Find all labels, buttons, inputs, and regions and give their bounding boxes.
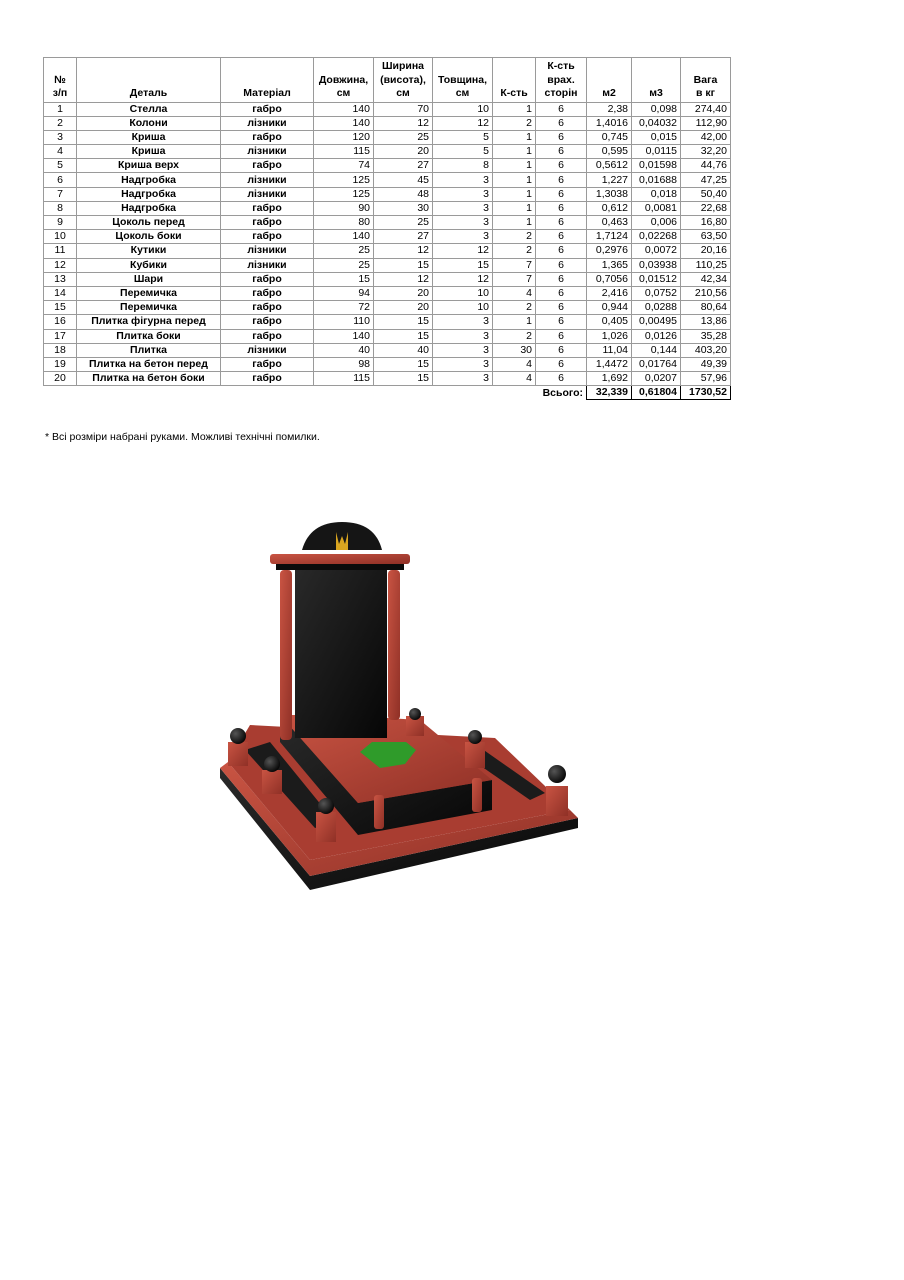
header-part: Деталь [77,58,221,103]
row-sides-cell: 6 [536,372,587,386]
row-width-cell: 27 [374,159,433,173]
row-sides-cell: 6 [536,315,587,329]
row-m2-cell: 11,04 [587,343,632,357]
row-part-cell: Криша [77,145,221,159]
row-num-cell: 16 [44,315,77,329]
header-num-text: № з/п [52,73,68,99]
row-length-cell: 115 [314,145,374,159]
row-length-cell: 120 [314,130,374,144]
table-row [44,130,731,144]
row-m3-cell: 0,015 [632,130,681,144]
row-weight-cell: 13,86 [681,315,731,329]
row-material-cell: габро [221,102,314,116]
header-width-text: Ширина (висота), см [380,60,426,99]
row-sides-cell: 6 [536,102,587,116]
row-length-cell: 140 [314,102,374,116]
row-m2-cell: 1,365 [587,258,632,272]
row-m3-cell: 0,01598 [632,159,681,173]
row-num-cell: 12 [44,258,77,272]
row-length-cell: 140 [314,116,374,130]
monument-render [210,510,590,900]
row-part-cell: Надгробка [77,187,221,201]
row-weight-cell: 50,40 [681,187,731,201]
row-material-cell: габро [221,372,314,386]
row-m3-cell: 0,0126 [632,329,681,343]
row-material-cell: габро [221,272,314,286]
row-num-cell: 2 [44,116,77,130]
row-width-cell: 48 [374,187,433,201]
row-part-cell: Надгробка [77,173,221,187]
row-weight-cell: 57,96 [681,372,731,386]
row-num-cell: 19 [44,357,77,371]
table-row [44,343,731,357]
table-row [44,357,731,371]
row-weight-cell: 44,76 [681,159,731,173]
header-m3: м3 [632,58,681,103]
row-part-cell: Колони [77,116,221,130]
row-qty-cell: 4 [493,372,536,386]
row-qty-cell: 1 [493,216,536,230]
row-part-cell: Стелла [77,102,221,116]
table-row [44,230,731,244]
row-weight-cell: 63,50 [681,230,731,244]
row-width-cell: 40 [374,343,433,357]
row-length-cell: 74 [314,159,374,173]
ball-5 [468,730,482,744]
table-row [44,159,731,173]
row-num-cell: 6 [44,173,77,187]
row-length-cell: 90 [314,201,374,215]
table-row [44,286,731,300]
row-width-cell: 20 [374,145,433,159]
row-width-cell: 15 [374,258,433,272]
slab-front-column-right [472,778,482,812]
row-thickness-cell: 5 [433,130,493,144]
row-part-cell: Плитка на бетон боки [77,372,221,386]
row-m2-cell: 2,416 [587,286,632,300]
table-header-row [44,58,731,103]
table-body [44,102,731,386]
row-qty-cell: 1 [493,201,536,215]
row-m3-cell: 0,0288 [632,301,681,315]
header-weight [681,58,731,103]
row-m3-cell: 0,0081 [632,201,681,215]
row-m3-cell: 0,01764 [632,357,681,371]
header-sides-text: К-сть врах. сторін [544,60,578,99]
row-length-cell: 72 [314,301,374,315]
row-m2-cell: 1,4472 [587,357,632,371]
table-row [44,329,731,343]
row-num-cell: 1 [44,102,77,116]
row-material-cell: габро [221,216,314,230]
row-m2-cell: 1,7124 [587,230,632,244]
ball-6 [409,708,421,720]
row-m3-cell: 0,01688 [632,173,681,187]
row-m3-cell: 0,0752 [632,286,681,300]
row-qty-cell: 2 [493,301,536,315]
total-label: Всього: [542,386,583,399]
table-row [44,145,731,159]
row-length-cell: 94 [314,286,374,300]
row-num-cell: 18 [44,343,77,357]
row-part-cell: Перемичка [77,286,221,300]
row-part-cell: Перемичка [77,301,221,315]
row-weight-cell: 42,34 [681,272,731,286]
header-m2: м2 [587,58,632,103]
row-width-cell: 12 [374,244,433,258]
row-sides-cell: 6 [536,301,587,315]
row-m3-cell: 0,01512 [632,272,681,286]
row-m3-cell: 0,006 [632,216,681,230]
table-row [44,272,731,286]
row-sides-cell: 6 [536,286,587,300]
row-length-cell: 40 [314,343,374,357]
row-weight-cell: 47,25 [681,173,731,187]
row-weight-cell: 274,40 [681,102,731,116]
row-qty-cell: 30 [493,343,536,357]
row-length-cell: 80 [314,216,374,230]
row-thickness-cell: 3 [433,173,493,187]
row-thickness-cell: 12 [433,116,493,130]
row-part-cell: Криша верх [77,159,221,173]
row-qty-cell: 2 [493,244,536,258]
row-length-cell: 125 [314,173,374,187]
row-weight-cell: 80,64 [681,301,731,315]
row-m3-cell: 0,00495 [632,315,681,329]
row-length-cell: 115 [314,372,374,386]
row-m2-cell: 2,38 [587,102,632,116]
right-column [388,570,400,720]
row-material-cell: габро [221,201,314,215]
corner-cube-3 [316,812,336,842]
row-num-cell: 9 [44,216,77,230]
row-m2-cell: 1,692 [587,372,632,386]
row-sides-cell: 6 [536,357,587,371]
row-weight-cell: 49,39 [681,357,731,371]
row-qty-cell: 2 [493,230,536,244]
corner-cube-4 [546,786,568,816]
header-length [314,58,374,103]
row-num-cell: 20 [44,372,77,386]
header-num [44,58,77,103]
row-weight-cell: 32,20 [681,145,731,159]
row-qty-cell: 4 [493,357,536,371]
row-thickness-cell: 3 [433,329,493,343]
row-width-cell: 15 [374,372,433,386]
row-weight-cell: 35,28 [681,329,731,343]
row-width-cell: 15 [374,357,433,371]
row-qty-cell: 1 [493,187,536,201]
row-material-cell: габро [221,159,314,173]
row-length-cell: 15 [314,272,374,286]
total-weight: 1730,52 [681,386,731,400]
row-qty-cell: 2 [493,116,536,130]
row-num-cell: 15 [44,301,77,315]
row-width-cell: 15 [374,315,433,329]
row-material-cell: габро [221,301,314,315]
row-sides-cell: 6 [536,116,587,130]
row-part-cell: Кубики [77,258,221,272]
row-num-cell: 13 [44,272,77,286]
total-m2: 32,339 [587,386,632,400]
header-material: Матеріал [221,58,314,103]
row-sides-cell: 6 [536,145,587,159]
row-num-cell: 5 [44,159,77,173]
row-thickness-cell: 10 [433,301,493,315]
table-row [44,244,731,258]
row-m2-cell: 0,612 [587,201,632,215]
row-m2-cell: 0,463 [587,216,632,230]
row-sides-cell: 6 [536,272,587,286]
row-material-cell: габро [221,286,314,300]
row-m3-cell: 0,0072 [632,244,681,258]
left-column [280,570,292,740]
row-material-cell: лізники [221,258,314,272]
ball-4 [548,765,566,783]
row-qty-cell: 1 [493,145,536,159]
row-weight-cell: 20,16 [681,244,731,258]
row-length-cell: 140 [314,230,374,244]
total-row [44,386,731,400]
table-row [44,216,731,230]
row-material-cell: лізники [221,173,314,187]
row-thickness-cell: 12 [433,272,493,286]
row-material-cell: габро [221,315,314,329]
row-width-cell: 12 [374,272,433,286]
row-m2-cell: 0,405 [587,315,632,329]
table-row [44,102,731,116]
row-sides-cell: 6 [536,130,587,144]
row-width-cell: 70 [374,102,433,116]
row-m3-cell: 0,03938 [632,258,681,272]
header-width [374,58,433,103]
table-row [44,301,731,315]
ball-2 [264,756,280,772]
row-length-cell: 110 [314,315,374,329]
row-qty-cell: 1 [493,173,536,187]
stele-black [295,558,387,738]
corner-cube-5 [465,742,485,768]
row-material-cell: габро [221,230,314,244]
row-part-cell: Шари [77,272,221,286]
row-length-cell: 140 [314,329,374,343]
row-thickness-cell: 12 [433,244,493,258]
row-m3-cell: 0,144 [632,343,681,357]
row-length-cell: 25 [314,258,374,272]
row-m2-cell: 0,2976 [587,244,632,258]
row-thickness-cell: 10 [433,286,493,300]
row-num-cell: 8 [44,201,77,215]
row-thickness-cell: 5 [433,145,493,159]
row-thickness-cell: 3 [433,315,493,329]
row-material-cell: лізники [221,145,314,159]
row-qty-cell: 1 [493,159,536,173]
row-width-cell: 27 [374,230,433,244]
row-material-cell: лізники [221,343,314,357]
row-weight-cell: 22,68 [681,201,731,215]
row-width-cell: 20 [374,301,433,315]
row-length-cell: 98 [314,357,374,371]
row-sides-cell: 6 [536,216,587,230]
row-thickness-cell: 3 [433,357,493,371]
row-weight-cell: 112,90 [681,116,731,130]
row-thickness-cell: 3 [433,230,493,244]
header-length-text: Довжина, см [318,73,369,99]
row-thickness-cell: 15 [433,258,493,272]
row-num-cell: 17 [44,329,77,343]
table-row [44,372,731,386]
row-part-cell: Кутики [77,244,221,258]
row-width-cell: 15 [374,329,433,343]
row-m2-cell: 1,3038 [587,187,632,201]
row-thickness-cell: 3 [433,372,493,386]
row-length-cell: 125 [314,187,374,201]
row-qty-cell: 1 [493,315,536,329]
row-part-cell: Надгробка [77,201,221,215]
row-m2-cell: 1,4016 [587,116,632,130]
row-m2-cell: 0,5612 [587,159,632,173]
row-qty-cell: 4 [493,286,536,300]
row-m2-cell: 0,745 [587,130,632,144]
row-num-cell: 7 [44,187,77,201]
row-thickness-cell: 3 [433,187,493,201]
table-row [44,258,731,272]
row-width-cell: 45 [374,173,433,187]
table-row [44,201,731,215]
ball-1 [230,728,246,744]
row-qty-cell: 1 [493,130,536,144]
footnote: * Всі розміри набрані руками. Можливі технічні помилки. [45,431,320,443]
row-m3-cell: 0,02268 [632,230,681,244]
row-qty-cell: 7 [493,272,536,286]
row-thickness-cell: 3 [433,343,493,357]
stele-roof-red [270,554,410,564]
row-part-cell: Цоколь перед [77,216,221,230]
table-row [44,116,731,130]
table-row [44,315,731,329]
row-m2-cell: 1,026 [587,329,632,343]
row-thickness-cell: 3 [433,216,493,230]
row-part-cell: Плитка на бетон перед [77,357,221,371]
header-qty: К-сть [493,58,536,103]
row-width-cell: 20 [374,286,433,300]
row-part-cell: Криша [77,130,221,144]
row-num-cell: 11 [44,244,77,258]
header-weight-text: Вага в кг [693,73,718,99]
row-weight-cell: 42,00 [681,130,731,144]
row-sides-cell: 6 [536,159,587,173]
row-length-cell: 25 [314,244,374,258]
row-material-cell: лізники [221,187,314,201]
row-material-cell: габро [221,130,314,144]
row-num-cell: 4 [44,145,77,159]
row-material-cell: лізники [221,116,314,130]
corner-cube-1 [228,742,248,766]
row-num-cell: 3 [44,130,77,144]
row-num-cell: 14 [44,286,77,300]
row-thickness-cell: 3 [433,201,493,215]
header-thickness-text: Товщина, см [437,73,488,99]
row-m2-cell: 1,227 [587,173,632,187]
row-m2-cell: 0,595 [587,145,632,159]
row-sides-cell: 6 [536,329,587,343]
specification-table [43,57,731,400]
row-material-cell: лізники [221,244,314,258]
row-part-cell: Плитка [77,343,221,357]
row-weight-cell: 110,25 [681,258,731,272]
ball-3 [318,798,334,814]
corner-cube-2 [262,770,282,794]
row-width-cell: 25 [374,130,433,144]
row-qty-cell: 7 [493,258,536,272]
row-part-cell: Цоколь боки [77,230,221,244]
row-part-cell: Плитка фігурна перед [77,315,221,329]
header-thickness [433,58,493,103]
row-sides-cell: 6 [536,187,587,201]
row-m3-cell: 0,018 [632,187,681,201]
row-qty-cell: 1 [493,102,536,116]
row-sides-cell: 6 [536,258,587,272]
row-weight-cell: 210,56 [681,286,731,300]
table-row [44,173,731,187]
row-m3-cell: 0,0207 [632,372,681,386]
stele-roof-black [276,564,404,570]
header-sides [536,58,587,103]
row-weight-cell: 403,20 [681,343,731,357]
row-sides-cell: 6 [536,343,587,357]
table-row [44,187,731,201]
row-thickness-cell: 8 [433,159,493,173]
row-sides-cell: 6 [536,201,587,215]
row-material-cell: габро [221,357,314,371]
row-m3-cell: 0,0115 [632,145,681,159]
row-qty-cell: 2 [493,329,536,343]
slab-front-column-left [374,795,384,829]
row-m3-cell: 0,098 [632,102,681,116]
row-width-cell: 25 [374,216,433,230]
row-width-cell: 12 [374,116,433,130]
row-m3-cell: 0,04032 [632,116,681,130]
row-part-cell: Плитка боки [77,329,221,343]
row-sides-cell: 6 [536,173,587,187]
row-m2-cell: 0,944 [587,301,632,315]
total-m3: 0,61804 [632,386,681,400]
row-sides-cell: 6 [536,230,587,244]
row-material-cell: габро [221,329,314,343]
row-num-cell: 10 [44,230,77,244]
row-weight-cell: 16,80 [681,216,731,230]
row-thickness-cell: 10 [433,102,493,116]
row-width-cell: 30 [374,201,433,215]
row-m2-cell: 0,7056 [587,272,632,286]
row-sides-cell: 6 [536,244,587,258]
